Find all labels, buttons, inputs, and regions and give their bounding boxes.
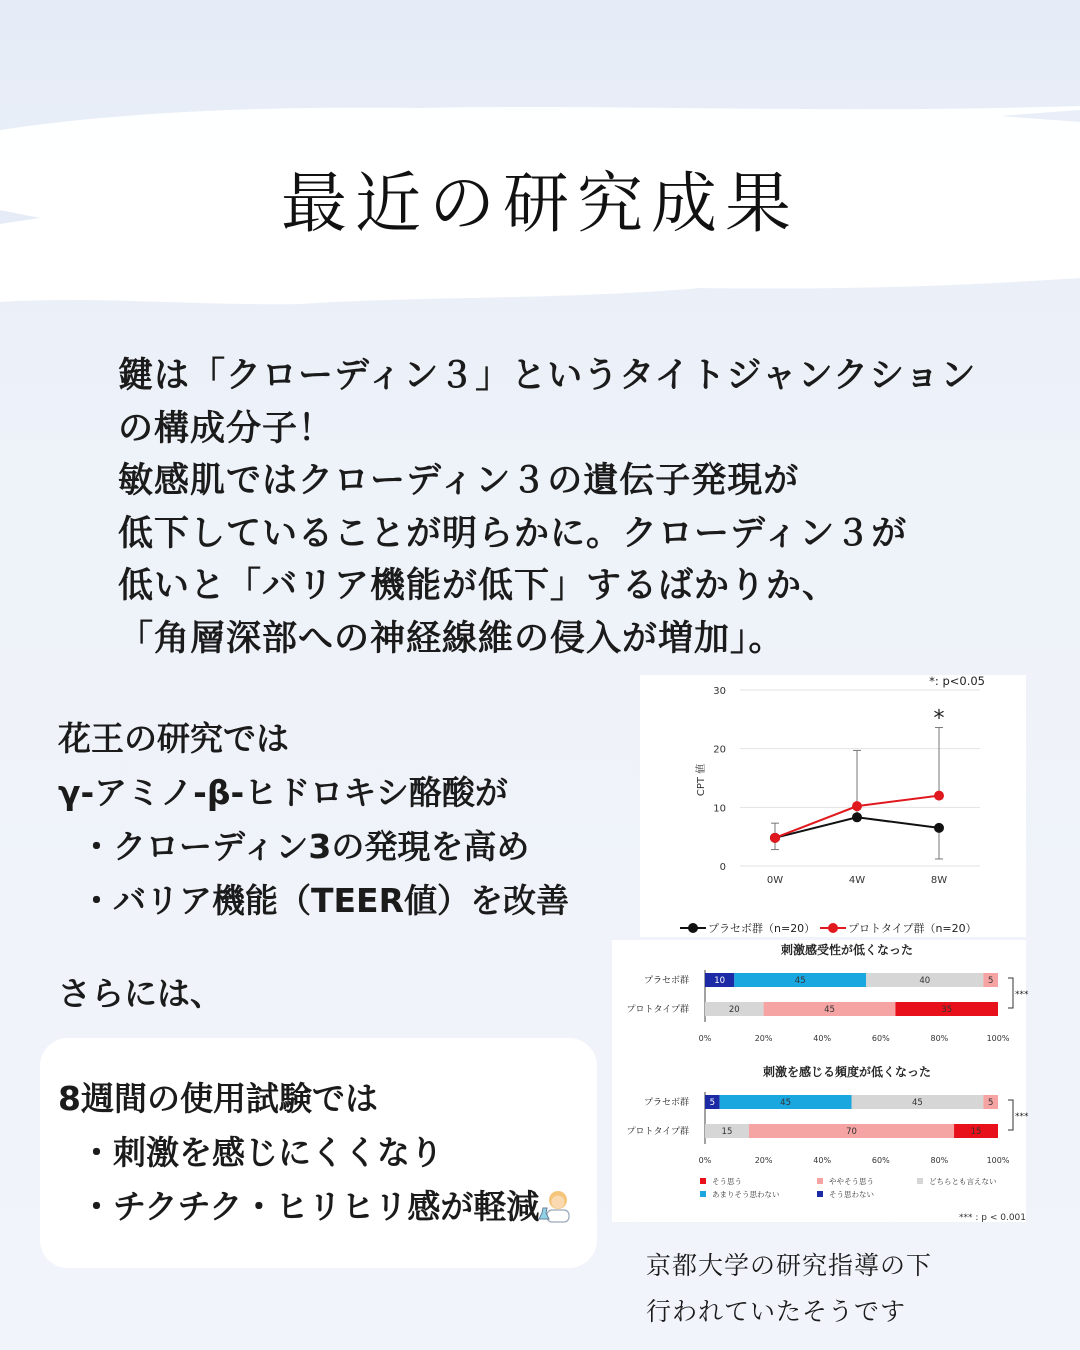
data-point <box>852 812 862 822</box>
x-tick-label: 40% <box>813 1156 832 1165</box>
segment-value-label: 45 <box>824 1005 835 1015</box>
kao-bullet-1: ・クローディン3の発現を高め <box>80 827 530 866</box>
intro-line: 低下していることが明らかに。クローディン３が <box>118 513 908 554</box>
intro-line: の構成分子！ <box>118 408 335 449</box>
segment-value-label: 70 <box>846 1127 857 1137</box>
segment-value-label: 45 <box>912 1098 923 1108</box>
results-bullet-2-row <box>58 1180 577 1234</box>
significance-label: *** <box>1015 990 1029 1000</box>
y-tick-label: 20 <box>713 744 726 756</box>
further-text: さらには、 <box>58 974 223 1013</box>
kao-research <box>58 712 638 928</box>
intro-line: 低いと「バリア機能が低下」するばかりか、 <box>118 566 839 606</box>
x-tick-label: 20% <box>754 1034 773 1043</box>
research-note <box>646 1243 932 1335</box>
x-tick-label: 100% <box>986 1034 1010 1043</box>
legend-label: ややそう思う <box>829 1177 874 1186</box>
y-tick-label: 30 <box>713 686 726 697</box>
page-title: 最近の研究成果 <box>281 165 799 242</box>
x-tick-label: 80% <box>930 1034 949 1043</box>
legend-swatch <box>700 1178 706 1184</box>
segment-value-label: 20 <box>728 1005 740 1015</box>
legend-swatch <box>817 1191 823 1197</box>
data-point <box>770 833 780 843</box>
chart-footnote: *** : p < 0.001 <box>959 1213 1026 1223</box>
segment-value-label: 45 <box>794 976 806 986</box>
stimulus-stacked-bar-chart <box>612 940 1029 1223</box>
significance-marker: * <box>933 706 945 732</box>
kao-bullet-2: ・バリア機能（TEER値）を改善 <box>80 881 570 920</box>
category-label: プロトタイプ群 <box>626 1127 689 1137</box>
x-tick-label: 8W <box>930 875 948 886</box>
cpt-line-chart <box>640 675 1026 937</box>
legend-swatch <box>700 1191 706 1197</box>
x-tick-label: 100% <box>986 1156 1010 1165</box>
x-tick-label: 20% <box>754 1156 773 1165</box>
legend-marker <box>828 923 838 933</box>
x-tick-label: 80% <box>930 1156 949 1165</box>
x-tick-label: 4W <box>848 875 866 886</box>
significance-label: *** <box>1015 1112 1029 1122</box>
segment-value-label: 5 <box>709 1098 716 1108</box>
data-point <box>934 823 944 833</box>
segment-value-label: 5 <box>987 976 994 986</box>
category-label: プラセボ群 <box>643 1098 689 1108</box>
segment-value-label: 40 <box>919 976 931 986</box>
segment-value-label: 15 <box>970 1127 982 1137</box>
significance-bracket <box>1008 1100 1013 1130</box>
segment-value-label: 35 <box>941 1005 953 1015</box>
legend-swatch <box>917 1178 923 1184</box>
intro-line: 敏感肌ではクローディン３の遺伝子発現が <box>118 461 800 501</box>
y-axis-label: CPT 値 <box>696 763 707 797</box>
results-text <box>58 1072 577 1234</box>
segment-value-label: 10 <box>714 976 726 986</box>
x-tick-label: 40% <box>813 1034 832 1043</box>
significance-note: *: p<0.05 <box>929 674 985 688</box>
note-line-2: 行われていたそうです <box>646 1297 907 1326</box>
scientist-emoji-icon <box>539 1186 577 1222</box>
intro-line: 「角層深部への神経線維の侵入が増加」。 <box>118 618 785 659</box>
kao-line-1: 花王の研究では <box>58 719 289 758</box>
panel-title: 刺激感受性が低くなった <box>780 943 914 957</box>
results-bullet-1: ・刺激を感じにくくなり <box>80 1133 443 1172</box>
legend-marker <box>688 923 698 933</box>
x-tick-label: 0% <box>698 1156 712 1165</box>
legend-label: そう思わない <box>829 1190 874 1199</box>
segment-value-label: 45 <box>780 1098 791 1108</box>
y-tick-label: 0 <box>719 862 726 873</box>
legend-label: そう思う <box>712 1177 742 1186</box>
legend-label: あまりそう思わない <box>712 1190 780 1199</box>
y-tick-label: 10 <box>713 803 726 815</box>
legend-label: どちらとも言えない <box>929 1177 997 1186</box>
results-bullet-2: ・チクチク・ヒリヒリ感が軽減 <box>80 1187 540 1226</box>
x-tick-label: 60% <box>871 1034 890 1043</box>
data-point <box>934 791 944 801</box>
intro-paragraph <box>118 350 1018 665</box>
category-label: プロトタイプ群 <box>626 1005 689 1015</box>
x-tick-label: 60% <box>871 1156 890 1165</box>
significance-bracket <box>1008 978 1013 1008</box>
legend-swatch <box>817 1178 823 1184</box>
kao-line-2: γ-アミノ-β-ヒドロキシ酪酸が <box>58 773 508 812</box>
note-line-1: 京都大学の研究指導の下 <box>646 1251 933 1280</box>
intro-line: 鍵は「クローディン３」というタイトジャンクション <box>118 356 977 396</box>
category-label: プラセボ群 <box>643 976 689 986</box>
segment-value-label: 5 <box>987 1098 994 1108</box>
x-tick-label: 0W <box>766 875 784 886</box>
legend-label: プラセボ群（n=20） <box>708 922 816 935</box>
data-point <box>852 801 862 811</box>
x-tick-label: 0% <box>698 1034 712 1043</box>
legend-label: プロトタイプ群（n=20） <box>848 922 977 935</box>
results-heading: 8週間の使用試験では <box>58 1079 378 1118</box>
panel-title: 刺激を感じる頻度が低くなった <box>762 1065 932 1079</box>
segment-value-label: 15 <box>721 1127 733 1137</box>
